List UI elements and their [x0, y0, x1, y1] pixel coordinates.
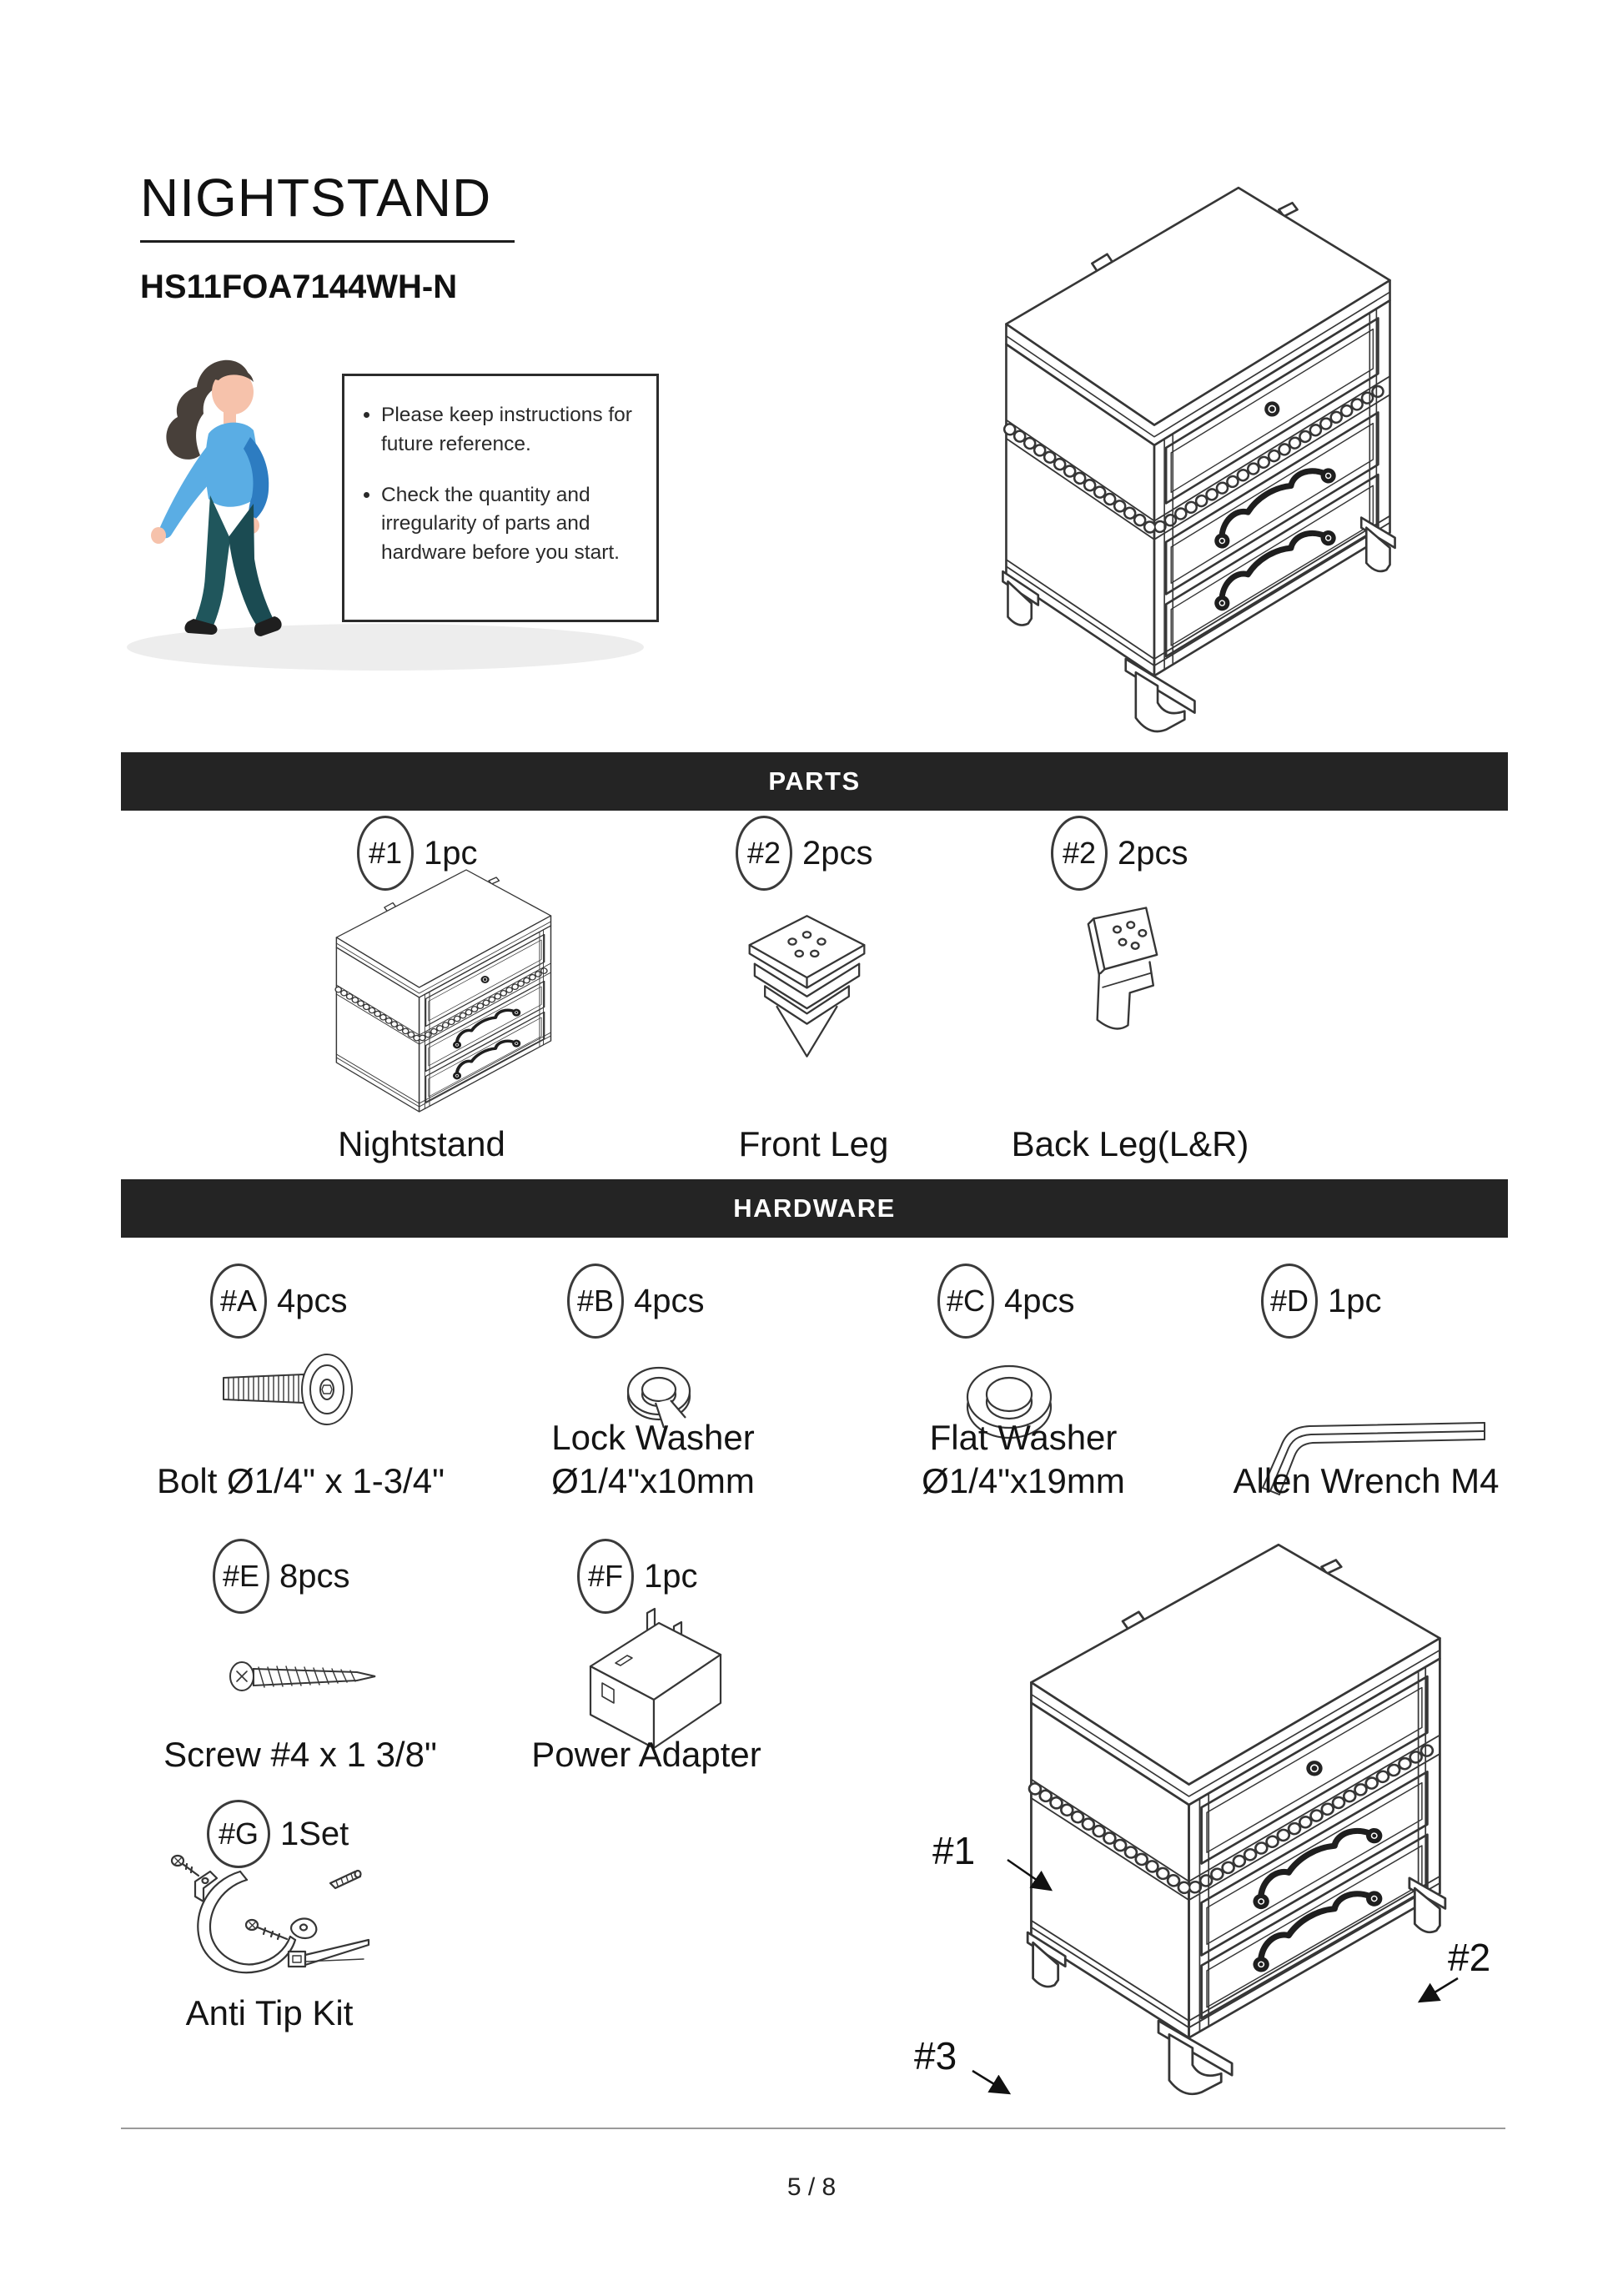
hardware-qty: 8pcs [279, 1557, 350, 1595]
part-tag [1051, 816, 1188, 891]
hardware-qty: 4pcs [634, 1282, 705, 1319]
hardware-qty: 1pc [644, 1557, 698, 1595]
hardware-qty: 1pc [1328, 1282, 1382, 1319]
hardware-tag [210, 1264, 348, 1339]
hardware-name: Lock Washer [551, 1418, 755, 1457]
callout-label: #1 [932, 1829, 976, 1872]
page-title: NIGHTSTAND [140, 167, 515, 243]
screw-illustration [224, 1645, 382, 1707]
back-leg-illustration [1061, 902, 1173, 1065]
hardware-tag [937, 1264, 1075, 1339]
hardware-name: Screw #4 x 1 3/8" [163, 1735, 437, 1774]
hardware-size: Ø1/4"x10mm [551, 1461, 755, 1500]
part-qty: 2pcs [802, 834, 873, 872]
instruction-item: • Check the quantity and irregularity of parts and hardware before you start. [381, 481, 646, 568]
hardware-tag [1261, 1264, 1382, 1339]
model-number: HS11FOA7144WH-N [140, 269, 458, 305]
parts-banner: PARTS [121, 752, 1508, 811]
front-leg-illustration [738, 909, 876, 1068]
part-name: Back Leg(L&R) [1011, 1124, 1249, 1163]
callout-label: #2 [1448, 1936, 1491, 1979]
anti-tip-kit-illustration [167, 1853, 375, 1991]
hardware-id-oval: #D [1261, 1264, 1318, 1339]
hardware-name: Flat Washer [929, 1418, 1118, 1457]
hardware-tag [567, 1264, 705, 1339]
instruction-note-box [342, 374, 659, 622]
hardware-qty: 4pcs [1004, 1282, 1075, 1319]
hardware-id-oval: #B [567, 1264, 624, 1339]
instruction-list [381, 401, 646, 568]
hardware-id-oval: #C [937, 1264, 994, 1339]
instruction-item: • Please keep instructions for future reference. [381, 401, 646, 460]
part-id-oval: #2 [736, 816, 792, 891]
hardware-id-oval: #E [213, 1539, 269, 1614]
part-id-oval: #2 [1051, 816, 1108, 891]
hardware-name: Anti Tip Kit [185, 1993, 354, 2032]
nightstand-illustration [1001, 179, 1397, 745]
hardware-name: Power Adapter [531, 1735, 761, 1774]
footer-divider [121, 2128, 1505, 2129]
hardware-name: Bolt Ø1/4" x 1-3/4" [157, 1461, 445, 1500]
hardware-tag [213, 1539, 350, 1614]
part-name: Front Leg [738, 1124, 889, 1163]
part-name: Nightstand [338, 1124, 505, 1163]
bolt-illustration [215, 1351, 361, 1430]
hardware-id-oval: #A [210, 1264, 267, 1339]
hardware-banner: HARDWARE [121, 1179, 1508, 1238]
part-id-oval: #1 [357, 816, 414, 891]
nightstand-part-illustration [334, 866, 555, 1116]
callout-arrows [901, 1535, 1535, 2118]
hardware-qty: 1Set [280, 1815, 349, 1852]
hardware-id-oval: #G [207, 1800, 270, 1868]
hardware-name: Allen Wrench M4 [1233, 1461, 1500, 1500]
part-qty: 1pc [424, 834, 478, 872]
woman-illustration [125, 340, 338, 666]
part-qty: 2pcs [1118, 834, 1188, 872]
part-tag [736, 816, 873, 891]
hardware-id-oval: #F [577, 1539, 634, 1614]
page-number: 5 / 8 [786, 2173, 837, 2201]
hardware-qty: 4pcs [277, 1282, 348, 1319]
callout-label: #3 [914, 2034, 957, 2077]
hardware-size: Ø1/4"x19mm [922, 1461, 1125, 1500]
